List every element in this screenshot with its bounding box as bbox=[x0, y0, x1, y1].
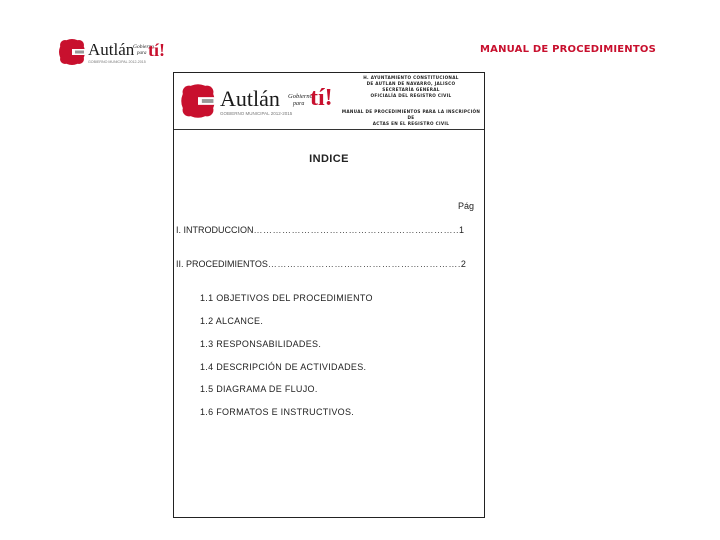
toc-label: II. PROCEDIMIENTOS bbox=[176, 259, 268, 269]
header-divider bbox=[174, 129, 484, 130]
autlan-emblem-icon bbox=[58, 38, 86, 66]
toc-entry bbox=[176, 259, 471, 269]
gov-line: OFICIALÍA DEL REGISTRO CIVIL bbox=[370, 93, 452, 98]
toc-subsection: 1.2 ALCANCE. bbox=[200, 316, 264, 326]
logo-wordmark: Autlán bbox=[88, 40, 135, 59]
campaign-logo bbox=[133, 40, 165, 66]
manual-line: MANUAL DE PROCEDIMIENTOS PARA LA INSCRIPCIÓN DE bbox=[341, 109, 481, 120]
toc-subsection: 1.3 RESPONSABILIDADES. bbox=[200, 339, 322, 349]
page-logo-subtitle: GOBIERNO MUNICIPAL 2012-2015 bbox=[220, 111, 293, 116]
page-column-label: Pág bbox=[458, 201, 475, 211]
manual-line: ACTAS EN EL REGISTRO CIVIL bbox=[372, 121, 450, 126]
toc-subsection: 1.4 DESCRIPCIÓN DE ACTIVIDADES. bbox=[200, 362, 367, 372]
campaign-small-text: Gobierno bbox=[288, 93, 313, 100]
gov-line: DE AUTLAN DE NAVARRO, JALISCO bbox=[366, 81, 456, 86]
autlan-emblem-icon bbox=[180, 83, 216, 119]
index-title: INDICE bbox=[309, 153, 349, 165]
manual-heading bbox=[338, 109, 484, 127]
gov-line: H. AYUNTAMIENTO CONSTITUCIONAL bbox=[363, 75, 459, 80]
page-logo-wordmark: Autlán bbox=[220, 86, 280, 111]
campaign-big-text: tí! bbox=[310, 85, 333, 111]
toc-page-number: 1 bbox=[459, 225, 465, 235]
toc-entry bbox=[176, 225, 471, 235]
document-title: MANUAL DE PROCEDIMIENTOS bbox=[480, 44, 656, 55]
toc-label: I. INTRODUCCION bbox=[176, 225, 254, 235]
toc-leader: ……………………………………………………. bbox=[267, 259, 461, 269]
toc-page-number: 2 bbox=[460, 259, 466, 269]
campaign-small-text-2: para bbox=[137, 51, 147, 56]
document-page bbox=[173, 72, 485, 518]
campaign-small-text: Gobierno bbox=[133, 44, 155, 50]
logo-subtitle: GOBIERNO MUNICIPAL 2012-2015 bbox=[88, 60, 146, 64]
page-campaign-logo bbox=[288, 85, 332, 117]
toc-leader: ……………………………………………………….. bbox=[253, 225, 460, 235]
toc-subsection: 1.6 FORMATOS E INSTRUCTIVOS. bbox=[200, 407, 355, 417]
government-heading bbox=[338, 75, 484, 99]
gov-line: SECRETARÍA GENERAL bbox=[382, 87, 440, 92]
toc-subsection: 1.1 OBJETIVOS DEL PROCEDIMIENTO bbox=[200, 293, 373, 303]
campaign-small-text-2: para bbox=[293, 101, 305, 107]
toc-subsection: 1.5 DIAGRAMA DE FLUJO. bbox=[200, 384, 318, 394]
campaign-big-text: tí! bbox=[148, 40, 165, 60]
